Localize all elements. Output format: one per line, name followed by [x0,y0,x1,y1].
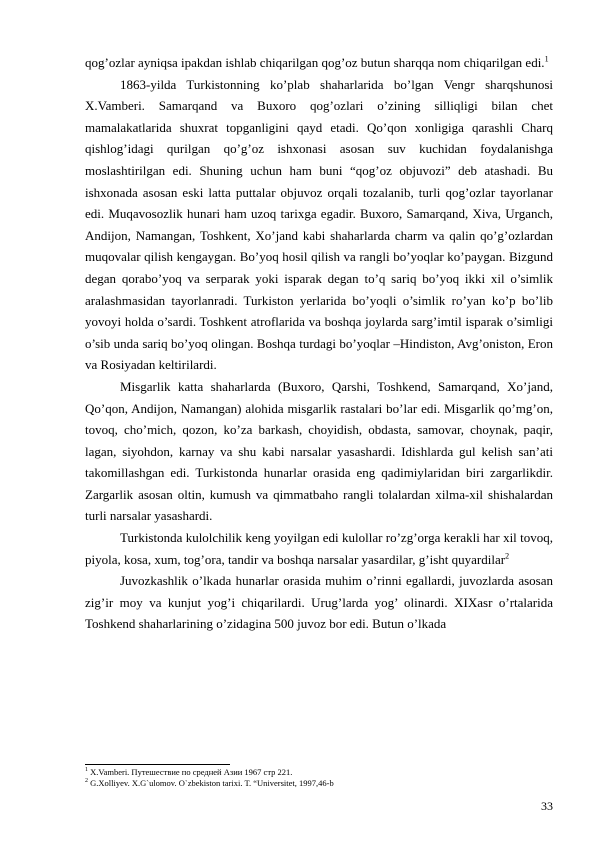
footnote: $^1$ X.Vamberi. Путешествие по средней Азии 1967 стр 221. [85,767,293,777]
paragraph: Turkistonda kulolchilik keng yoyilgan edi kulollar ro’zg’orga kerakli har xil tovoq, piyola, kosa, xum, tog’ora, tandir va boshqa narsalar yasardilar, g’isht quyardilar$^2$ [85,530,553,567]
footnote-separator [85,764,230,765]
paragraph: qog’ozlar ayniqsa ipakdan ishlab chiqarilgan qog’oz butun sharqqa nom chiqarilgan edi.$^1$ [85,54,549,70]
body-text [85,52,553,635]
footnote: $^2$ G.Xolliyev. X.G`ulomov. O`zbekiston tarixi. T. “Universitet, 1997,46-b [85,778,334,788]
page-number: 33 [541,799,553,813]
footnotes [85,767,553,789]
paragraph: 1863-yilda Turkistonning ko’plab shaharlarida bo’lgan Vengr sharqshunosi X.Vamberi. Samarqand va Buxoro qog’ozlari o’zining silliqligi bilan chet mamalakatlarida shuxrat topganligini qayd etadi. Qo’qon xonligiga qarashli Charq qishlog’idagi qurilgan qo’g’oz ishxonasi asosan suv kuchidan foydalanishga moslashtirilgan edi. Shuning uchun ham buni “qog’oz objuvozi” deb atashadi. Bu ishxonada asosan eski latta puttalar objuvoz orqali tozalanib, turli qog’ozlar tayorlanar edi. Muqavosozlik hunari ham uzoq tarixga egadir. Buxoro, Samarqand, Xiva, Urganch, Andijon, Namangan, Toshkent, Xo’jand kabi shaharlarda charm va qalin qo’g’ozlardan muqovalar qilish kengaygan. Bo’yoq hosil qilish va rangli bo’yoqlar ko’paygan. Bizgund degan qorabo’yoq va serparak yoki isparak degan to’q sariq bo’yoq ikki xil o’simlik aralashmasidan tayorlanradi. Turkiston yerlarida bo’yoqli o’simlik ro’yan ko’p bo’lib yovoyi holda o’sardi. Toshkent atroflarida va boshqa joylarda sarg’imtil isparak o’simligi o’sib unda sariq bo’yoq olingan. Boshqa turdagi bo’yoqlar –Hindiston, Avg’oniston, Eron va Rosiyadan keltirilardi. [85,76,553,373]
footnote-ref: 1 [544,54,549,64]
paragraph: Misgarlik katta shaharlarda (Buxoro, Qarshi, Toshkend, Samarqand, Xo’jand, Qo’qon, Andijon, Namangan) alohida misgarlik rastalari bo’lar edi. Misgarlik qo’mg’on, tovoq, cho’mich, qozon, ko’za barkash, choyidish, obdasta, samovar, choynak, paqir, lagan, siyohdon, karnay va shu kabi narsalar yasashardi. Idishlarda gul kelish san’ati takomillashgan edi. Turkistonda hunarlar orasida eng qadimiylaridan biri zargarlikdir. Zargarlik asosan oltin, kumush va qimmatbaho rangli tolalardan xilma-xil shishalardan turli narsalar yasashardi. [85,378,553,524]
footnote-ref: 2 [505,551,510,561]
paragraph: Juvozkashlik o’lkada hunarlar orasida muhim o’rinni egallardi, juvozlarda asosan zig’ir moy va kunjut yog’i chiqarilardi. Urug’larda yog’ olinardi. XIXasr o’rtalarida Toshkend shaharlarining o’zidagina 500 juvoz bor edi. Butun o’lkada [85,573,553,632]
